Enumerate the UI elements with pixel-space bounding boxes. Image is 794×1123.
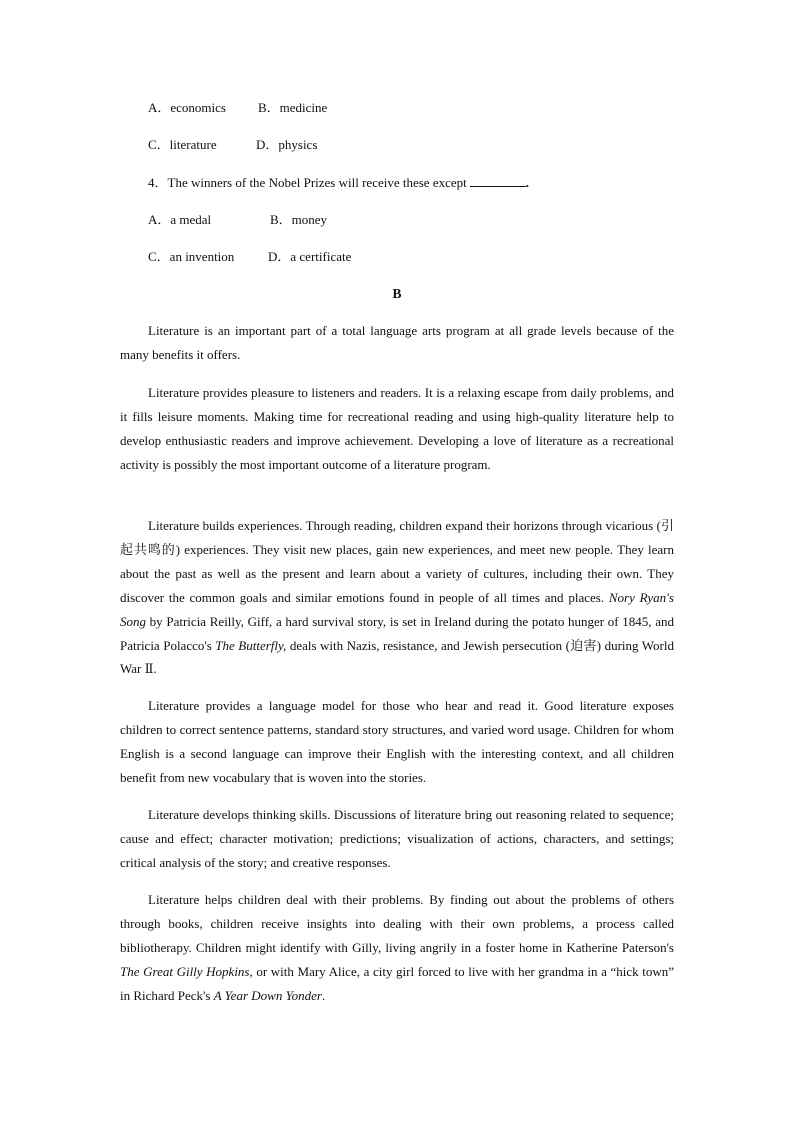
question-4-stem: 4．The winners of the Nobel Prizes will receive these except <box>148 175 467 190</box>
book-title-great-gilly-hopkins: The Great Gilly Hopkins, <box>120 963 253 979</box>
book-title-the-butterfly: The Butterfly, <box>215 637 287 653</box>
question-4-end-mark: . <box>525 175 529 190</box>
paragraph-3-part-b: by Patricia Reilly, Giff, a hard survival story, is set in Ireland during the potato hunger of 1845, and Patricia Polacco's <box>120 613 674 653</box>
option-d: D．physics <box>256 137 318 152</box>
section-heading: B <box>392 286 402 301</box>
book-title-nory-ryans-song: Nory Ryan's Song <box>120 589 674 629</box>
paragraph-3-part-c: deals with Nazis, resistance, and Jewish persecution (迫害) during World War Ⅱ. <box>120 637 674 677</box>
option-b: B．money <box>270 212 328 227</box>
paragraph-6-part-b: or with Mary Alice, a city girl forced to live with her grandma in a “hick town” in Richard Peck's <box>120 963 674 1003</box>
option-c: C．an invention <box>148 249 235 264</box>
paragraph-3-part-a: Literature builds experiences. Through reading, children expand their horizons through vicarious (引起共鸣的) experiences. They visit new places, gain new experiences, and meet new people. They learn about the past as well as the present and learn about a variety of cultures, including their own. They discover the common goals and similar emotions found in people of all times and places. <box>120 518 674 605</box>
paragraph-4: Literature provides a language model for those who hear and read it. Good literature exposes children to correct sentence patterns, standard story structures, and varied word usage. Children for whom English is a second language can improve their English with the interesting context, and all children benefit from new vocabulary that is woven into the stories. <box>120 698 674 785</box>
option-c: C．literature <box>148 137 217 152</box>
option-a: A．economics <box>148 100 226 115</box>
book-title-a-year-down-yonder: A Year Down Yonder <box>213 987 322 1003</box>
question-4 <box>148 175 529 191</box>
answer-blank <box>470 175 526 187</box>
paragraph-3 <box>120 514 674 681</box>
paragraph-2: Literature provides pleasure to listeners and readers. It is a relaxing escape from daily problems, and it fills leisure moments. Making time for recreational reading and using high-quality literature help to develop enthusiastic readers and improve achievement. Developing a love of literature as a recreational activity is possibly the most important outcome of a literature program. <box>120 385 674 472</box>
paragraph-6 <box>120 888 674 1008</box>
paragraph-6-part-a: Literature helps children deal with their problems. By finding out about the problems of others through books, children receive insights into dealing with their own problems, a process called bibliotherapy. Children might identify with Gilly, living angrily in a foster home in Katherine Paterson's <box>120 892 674 955</box>
paragraph-6-part-c: . <box>321 987 326 1003</box>
option-d: D．a certificate <box>268 249 352 264</box>
paragraph-1: Literature is an important part of a total language arts program at all grade levels because of the many benefits it offers. <box>120 323 674 362</box>
option-b: B．medicine <box>258 100 328 115</box>
paragraph-5: Literature develops thinking skills. Discussions of literature bring out reasoning related to sequence; cause and effect; character motivation; predictions; visualization of actions, characters, and settings; critical analysis of the story; and creative responses. <box>120 807 674 870</box>
option-a: A．a medal <box>148 212 212 227</box>
